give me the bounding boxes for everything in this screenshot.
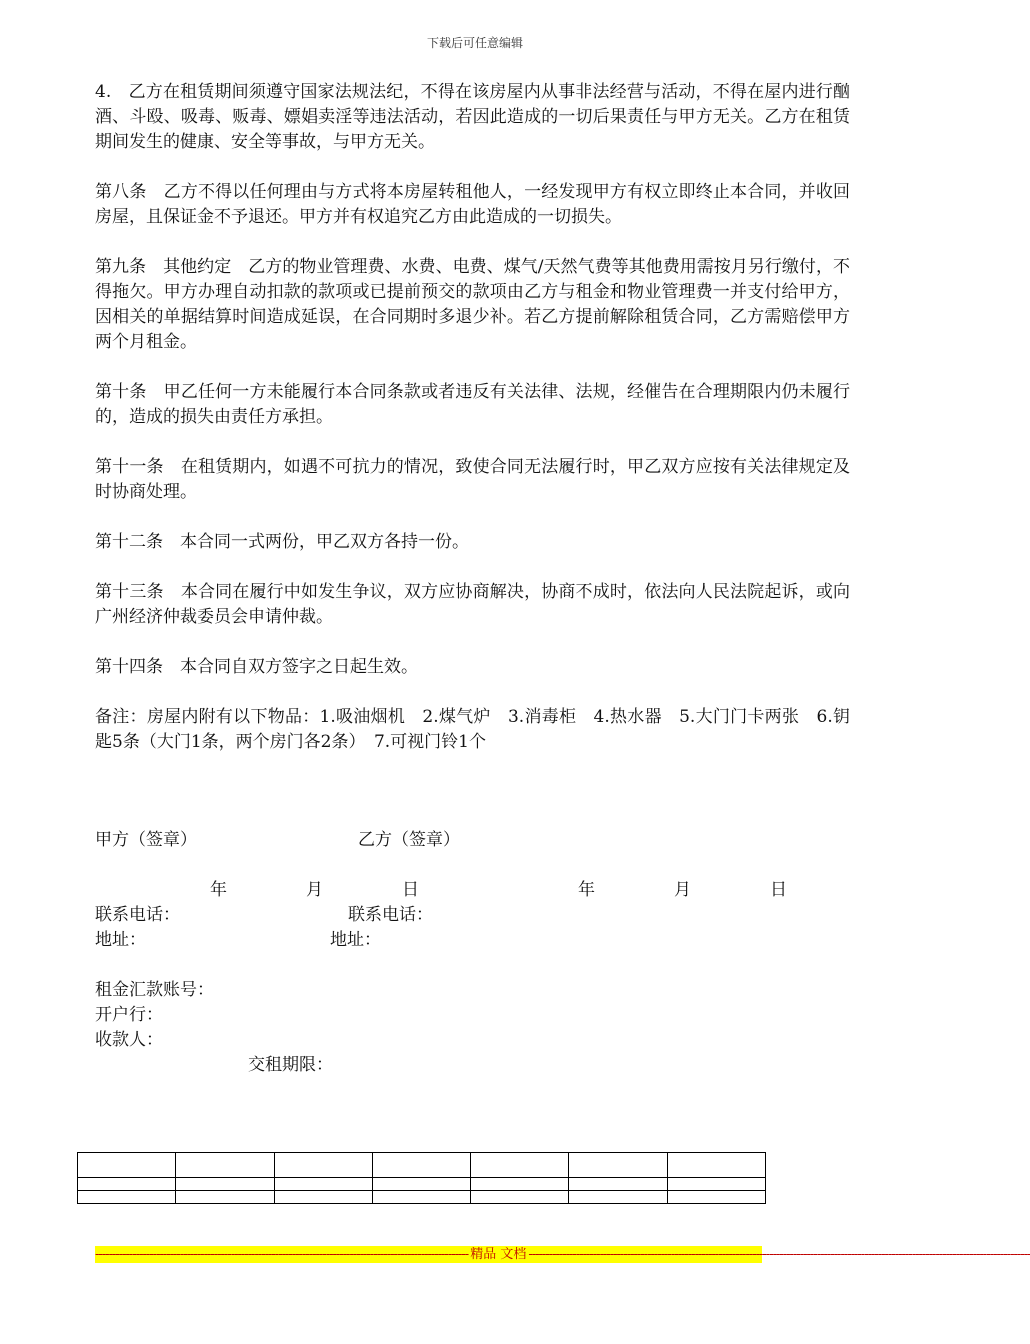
party-a-phone-label: 联系电话： [95,905,180,925]
clause-8: 第八条 乙方不得以任何理由与方式将本房屋转租他人，一经发现甲方有权立即终止本合同，并收回房屋，且保证金不予退还。甲方并有权追究乙方由此造成的一切损失。 [95,182,850,227]
party-a-month-label: 月 [306,880,323,900]
table-cell [78,1191,176,1204]
footer-dash-left: -------------------------------------------------------------------------------------------------------------- [95,1247,469,1262]
table-cell [78,1153,176,1178]
party-b-year-label: 年 [578,880,595,900]
table-row [78,1191,766,1204]
table-cell [569,1153,667,1178]
page-header: 下载后可任意编辑 [426,36,523,50]
clause-4: 4. 乙方在租赁期间须遵守国家法规法纪，不得在该房屋内从事非法经营与活动，不得在屋内进行酗酒、斗殴、吸毒、贩毒、嫖娼卖淫等违法活动，若因此造成的一切后果责任与甲方无关。乙方在租赁期间发生的健康、安全等事故，与甲方无关。 [95,82,850,152]
table-cell [372,1191,470,1204]
table-row [78,1153,766,1178]
party-b-month-label: 月 [674,880,691,900]
clause-14: 第十四条 本合同自双方签字之日起生效。 [95,657,418,677]
clause-12: 第十二条 本合同一式两份，甲乙双方各持一份。 [95,532,469,552]
table-cell [471,1191,569,1204]
contract-body [95,80,850,780]
table-cell [569,1191,667,1204]
party-b-signature-label: 乙方（签章） [358,830,460,850]
table-cell [372,1153,470,1178]
party-a-signature-label: 甲方（签章） [95,830,197,850]
account-number-label: 租金汇款账号： [95,980,214,1000]
footer-label: 精品 文档 [470,1247,527,1262]
table-cell [667,1153,765,1178]
table-cell [176,1153,274,1178]
table-cell [176,1178,274,1191]
party-a-day-label: 日 [402,880,419,900]
table-cell [667,1191,765,1204]
table-cell [471,1178,569,1191]
party-b-day-label: 日 [770,880,787,900]
clause-10: 第十条 甲乙任何一方未能履行本合同条款或者违反有关法律、法规，经催告在合理期限内仍未履行的，造成的损失由责任方承担。 [95,382,850,427]
clause-13: 第十三条 本合同在履行中如发生争议，双方应协商解决，协商不成时，依法向人民法院起诉，或向广州经济仲裁委员会申请仲裁。 [95,582,850,627]
table-cell [569,1178,667,1191]
bank-label: 开户行： [95,1005,163,1025]
table-cell [176,1191,274,1204]
empty-table [77,1152,766,1204]
party-b-address-label: 地址： [330,930,381,950]
clause-11: 第十一条 在租赁期内，如遇不可抗力的情况，致使合同无法履行时，甲乙双方应按有关法律规定及时协商处理。 [95,457,850,502]
page-footer [95,1246,1030,1263]
table-cell [667,1178,765,1191]
party-a-address-label: 地址： [95,930,146,950]
clause-9: 第九条 其他约定 乙方的物业管理费、水费、电费、煤气/天然气费等其他费用需按月另行缴付，不得拖欠。甲方办理自动扣款的款项或已提前预交的款项由乙方与租金和物业管理费一并支付给甲方，因相关的单据结算时间造成延误，在合同期时多退少补。若乙方提前解除租赁合同，乙方需赔偿甲方两个月租金。 [95,257,850,352]
table-cell [274,1178,372,1191]
table-cell [78,1178,176,1191]
remarks: 备注：房屋内附有以下物品：1.吸油烟机 2.煤气炉 3.消毒柜 4.热水器 5.大门门卡两张 6.钥匙5条（大门1条，两个房门各2条） 7.可视门铃1个 [95,707,850,752]
payee-label: 收款人： [95,1030,163,1050]
footer-dash-right: ---------------------------------------------------------------------------------------------------------------------------------------------------- [528,1247,1030,1262]
table-row [78,1178,766,1191]
table-cell [471,1153,569,1178]
table-cell [372,1178,470,1191]
party-b-phone-label: 联系电话： [348,905,433,925]
table-cell [274,1191,372,1204]
party-a-year-label: 年 [210,880,227,900]
table-cell [274,1153,372,1178]
rent-period-label: 交租期限： [248,1055,333,1075]
